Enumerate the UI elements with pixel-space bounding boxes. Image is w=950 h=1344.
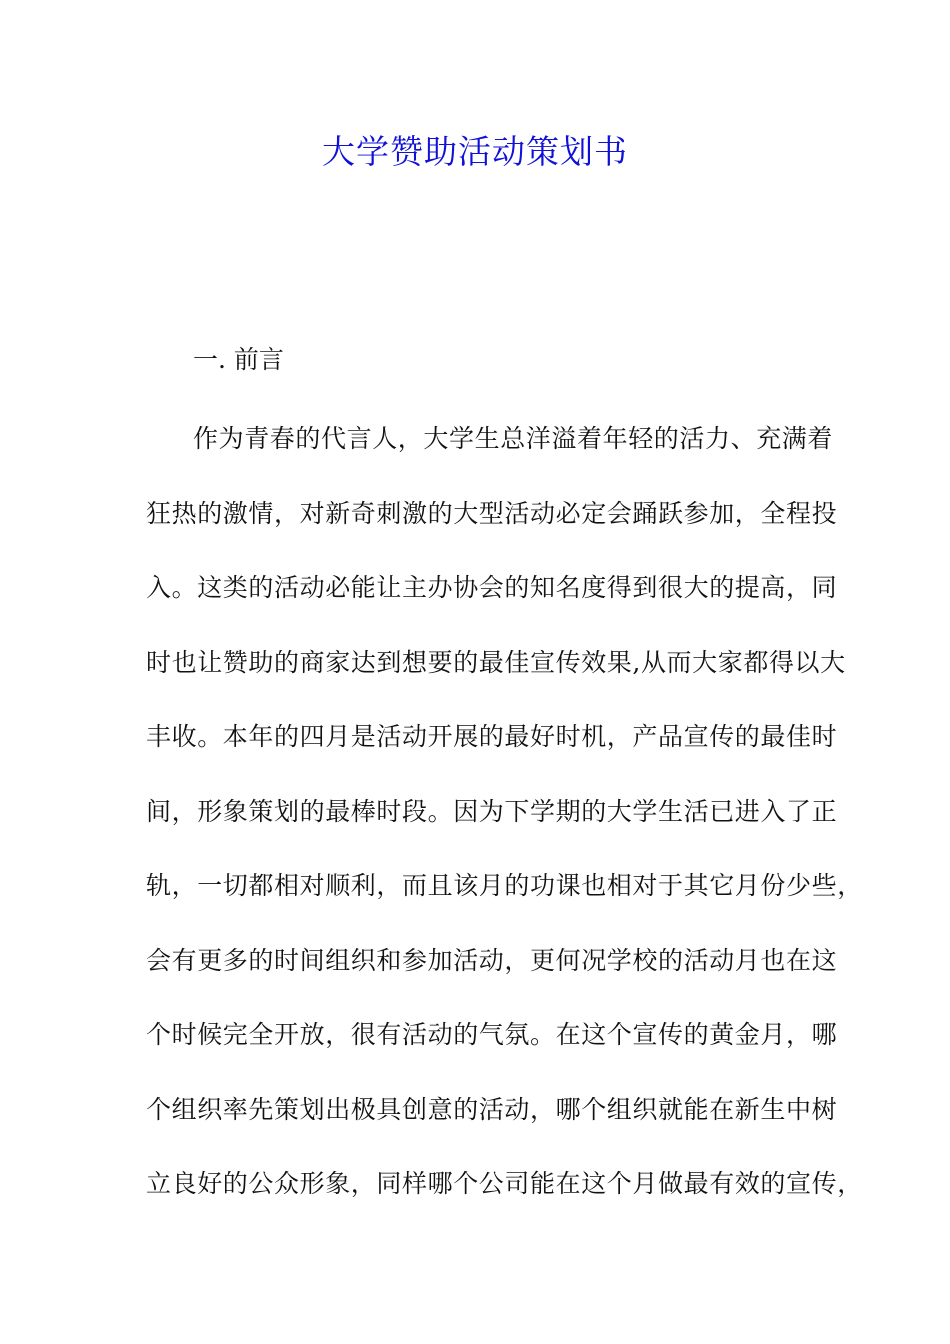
paragraph-line: 会有更多的时间组织和参加活动，更何况学校的活动月也在这	[146, 945, 838, 975]
preface-paragraph	[146, 420, 863, 1240]
paragraph-line: 轨，一切都相对顺利，而且该月的功课也相对于其它月份少些，	[146, 871, 863, 900]
paragraph-line: 狂热的激情，对新奇刺激的大型活动必定会踊跃参加，全程投	[146, 498, 838, 528]
paragraph-line: 丰收。本年的四月是活动开展的最好时机，产品宣传的最佳时	[146, 722, 838, 751]
section-heading-preface: 一. 前言	[193, 345, 284, 374]
paragraph-line: 间，形象策划的最棒时段。因为下学期的大学生活已进入了正	[146, 796, 838, 826]
paragraph-line: 入。这类的活动必能让主办协会的知名度得到很大的提高，同	[146, 573, 838, 602]
paragraph-line: 时也让赞助的商家达到想要的最佳宣传效果,从而大家都得以大	[146, 647, 846, 677]
paragraph-line: 个组织率先策划出极具创意的活动，哪个组织就能在新生中树	[146, 1094, 838, 1124]
paragraph-line: 立良好的公众形象，同样哪个公司能在这个月做最有效的宣传，	[146, 1169, 863, 1198]
paragraph-line: 作为青春的代言人，大学生总洋溢着年轻的活力、充满着	[193, 424, 834, 453]
document-title: 大学赞助活动策划书	[322, 132, 628, 171]
paragraph-line: 个时候完全开放，很有活动的气氛。在这个宣传的黄金月，哪	[146, 1020, 838, 1049]
